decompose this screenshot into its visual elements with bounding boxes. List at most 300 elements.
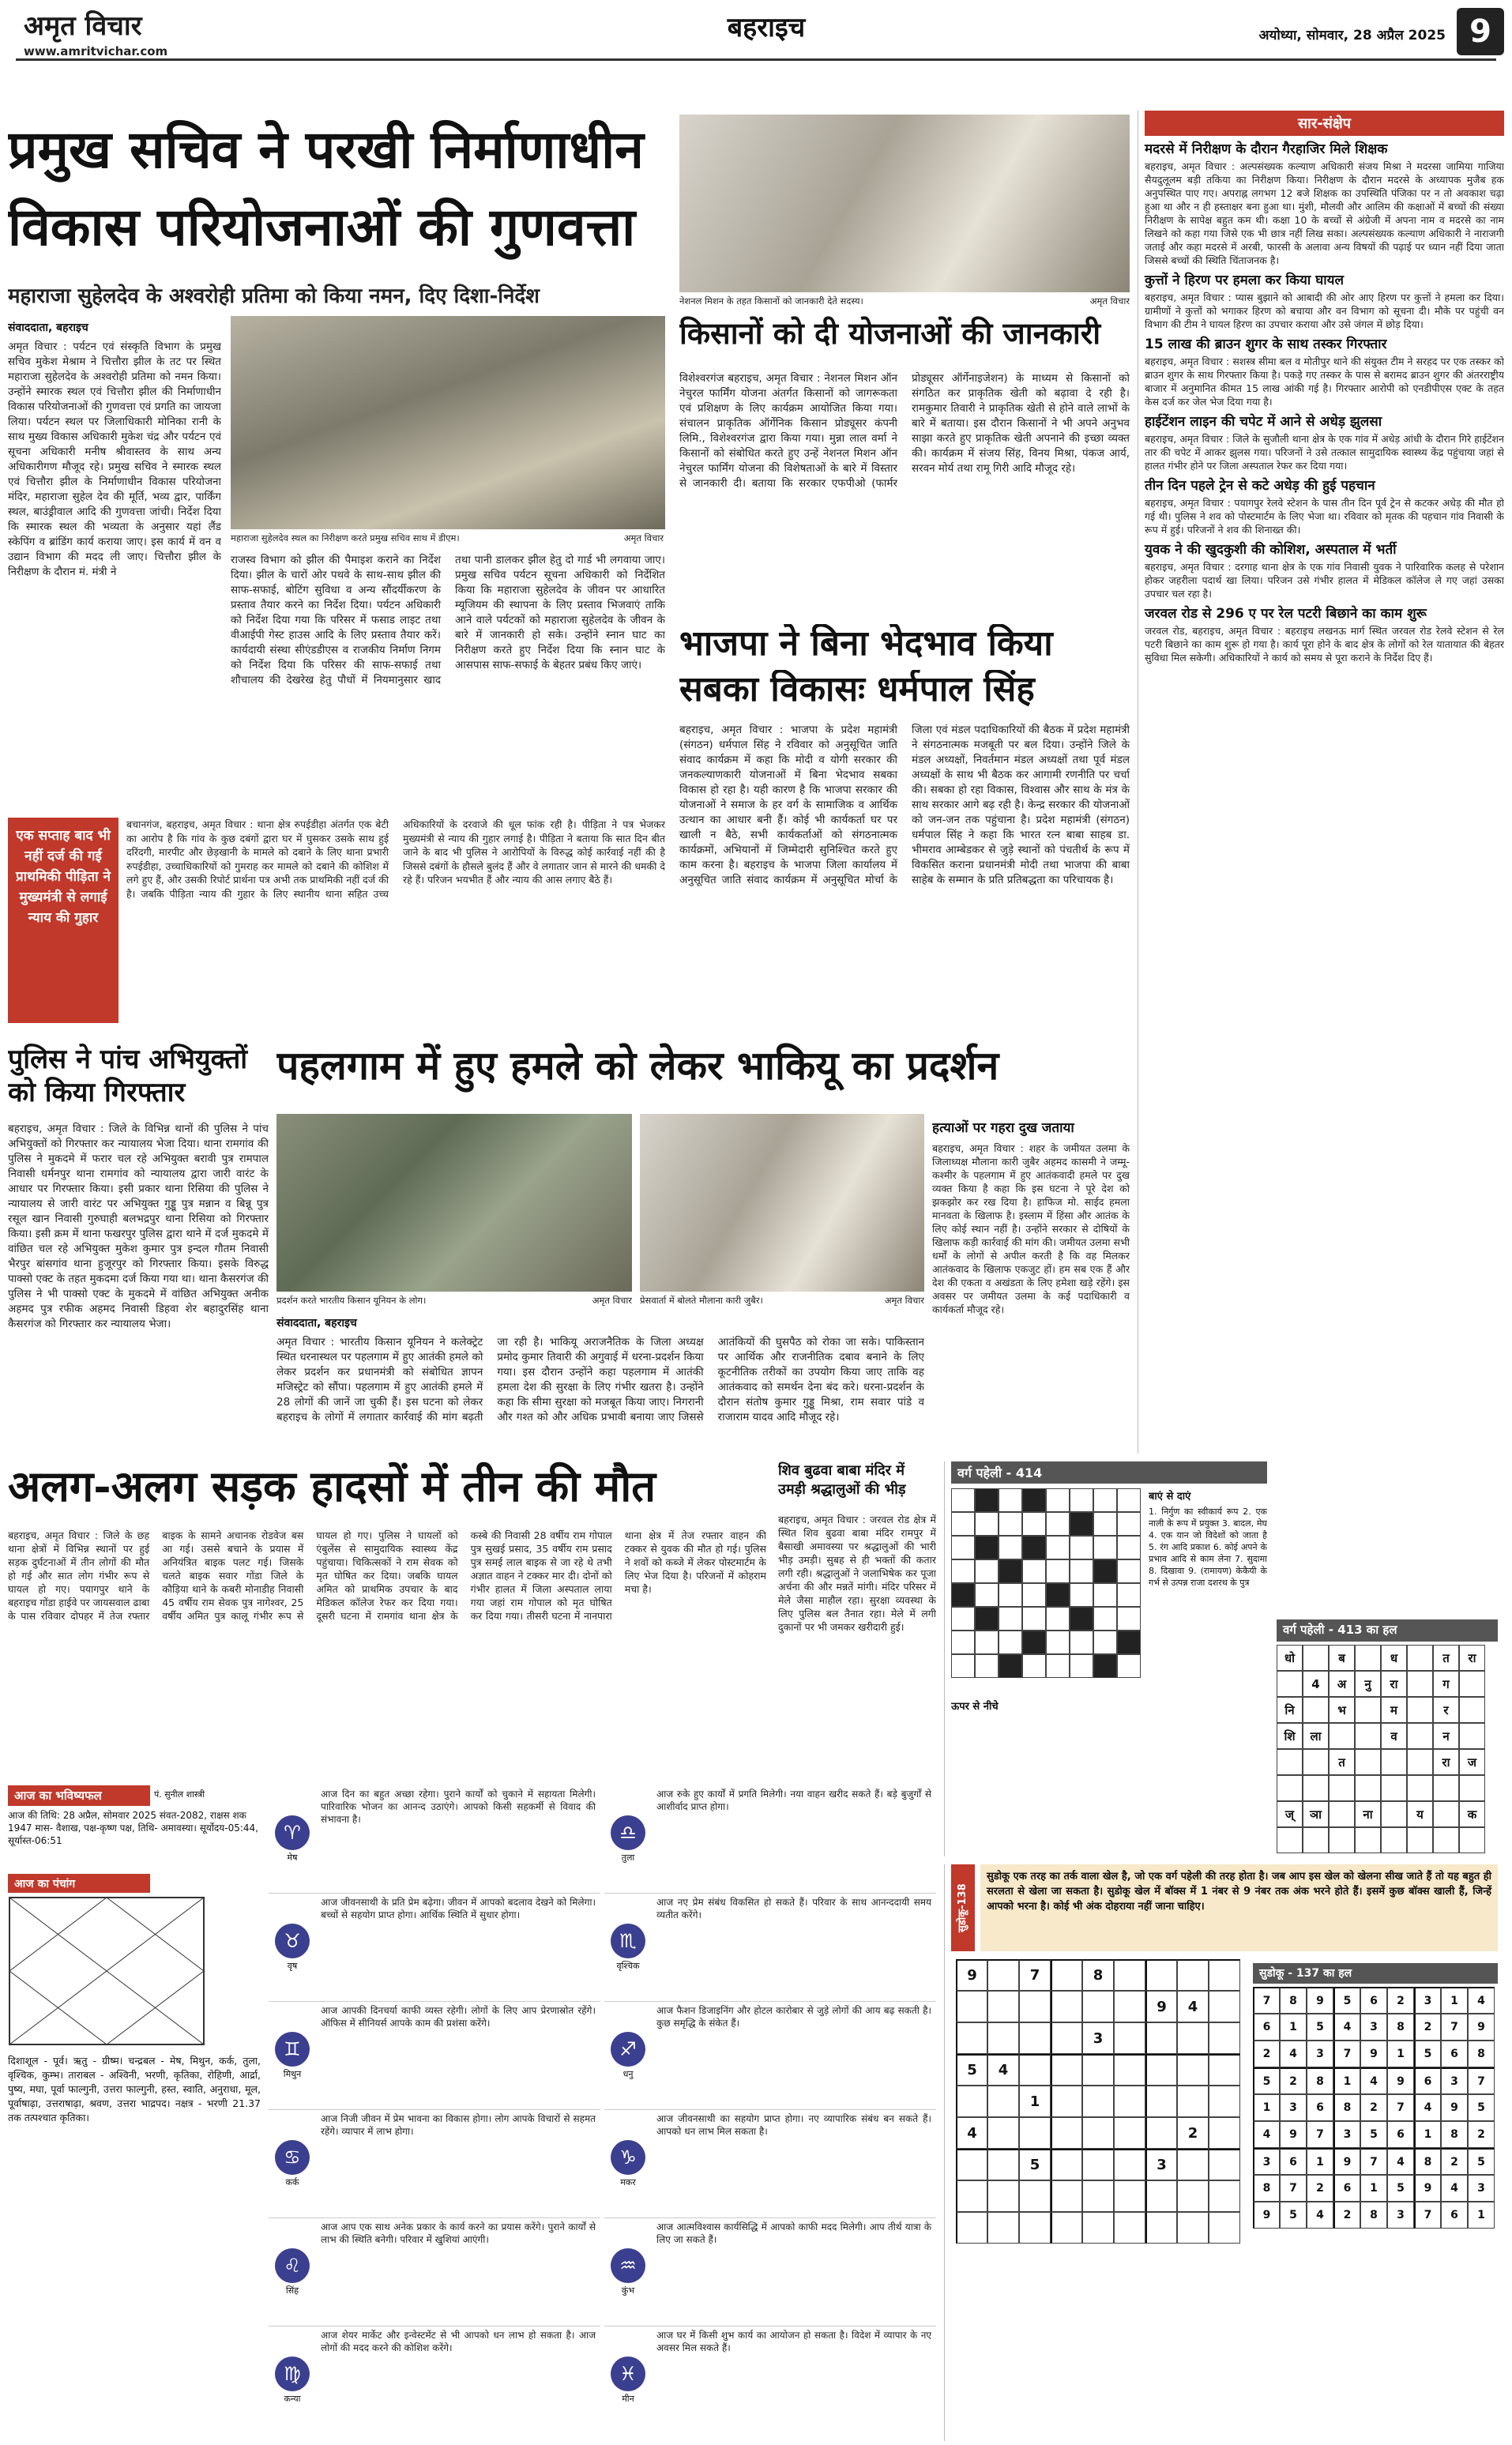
sudoku-cell[interactable]: 1 [1019, 2086, 1051, 2117]
zodiac-symbol-icon: ♋ [275, 2140, 310, 2175]
sudoku-header: सुडोकू-138 [951, 1864, 975, 1951]
crossword-answer-cell: ला [1303, 1723, 1329, 1749]
sudoku-answer-cell: 5 [1360, 2121, 1387, 2148]
zodiac-row [269, 1785, 600, 1894]
sudoku-cell[interactable] [1209, 1959, 1240, 1991]
sudoku-answer-cell: 9 [1280, 2121, 1307, 2148]
sudoku-cell[interactable] [956, 2022, 987, 2054]
crossword-answer-cell [1303, 1827, 1329, 1853]
sudoku-cell[interactable] [1177, 2180, 1209, 2212]
sudoku-cell[interactable] [1145, 2212, 1177, 2244]
sudoku-cell[interactable] [1209, 2149, 1240, 2180]
sudoku-answer-cell: 4 [1280, 2041, 1307, 2067]
sudoku-cell[interactable] [1209, 2054, 1240, 2086]
crossword-answer-cell [1329, 1775, 1355, 1801]
sudoku-cell[interactable] [1114, 1991, 1145, 2022]
sudoku-grid[interactable] [956, 1959, 1240, 2244]
crossword-answer-cell: न [1433, 1723, 1459, 1749]
sudoku-cell[interactable]: 4 [1177, 1991, 1209, 2022]
sudoku-answer-cell: 7 [1253, 1987, 1280, 2014]
crossword-cell[interactable] [975, 1559, 999, 1583]
zodiac-sign-icon [604, 1785, 652, 1893]
police-body: बहराइच, अमृत विचार : जिले के विभिन्न थानों की पुलिस ने पांच अभियुक्तों को गिरफ्तार कर न्यायालय भेजा दिया। थाना रामगांव की पुलिस ने मुकदमे में फरार चल रहे अभियुक्त बरावी पुत्र रामपाल निवासी धर्मनपुर थाना रामगांव को न्यायालय द्वारा जारी वारंट के आधार पर गिरफ्तार किया। इसी प्रकार थाना रिसिया की पुलिस ने न्यायालय से जारी वारंट पर अभियुक्त गुड्डू पुत्र मन्नान व बिन्नू पुत्र रसूल खान निवासी गुरुघाही बलभद्रपुर थाना रिसिया को गिरफ्तार किया। इसी क्रम में थाना फखरपुर पुलिस द्वारा थाने में दर्ज मुकदमे में वांछित चल रहे अभियुक्त मुकेश कुमार पुत्र इन्दल गौतम निवासी भैरपुर बांसगांव थाना हुजूरपुर को गिरफ्तार किया। इसके विरुद्ध पाक्सो एक्ट के तहत मुकदमा दर्ज किया गया था। थाना कैसरगंज की पुलिस ने भी पाक्सो एक्ट के मुकदमे में वांछित अभियुक्त अनीक अहमद पुत्र रफीक अहमद निवासी डिहवा शेर बहादुरसिंह थाना कैसरगंज को गिरफ्तार कर न्यायालय भेजा। [8, 1123, 269, 1330]
sudoku-cell[interactable] [1051, 2054, 1082, 2086]
crossword-answer-cell: य [1407, 1801, 1433, 1827]
zodiac-prediction: आज घर में किसी शुभ कार्य का आयोजन हो सकता है। विदेश में व्यापार के नए अवसर मिल सकते हैं। [656, 2330, 931, 2353]
sudoku-answer-header: सुडोकू - 137 का हल [1253, 1963, 1498, 1984]
sudoku-cell[interactable] [1209, 2212, 1240, 2244]
sudoku-answer-cell: 8 [1387, 2014, 1414, 2041]
crossword-answer-cell: रा [1381, 1671, 1407, 1697]
zodiac-sign-name: वृष [287, 1960, 298, 1971]
crossword-cell[interactable] [999, 1536, 1022, 1559]
zodiac-sign-name: कर्क [285, 2176, 299, 2187]
sudoku-answer-cell: 4 [1387, 2148, 1414, 2175]
crossword-cell [951, 1583, 975, 1607]
sudoku-answer-cell: 2 [1360, 2094, 1387, 2121]
crossword-cell[interactable] [999, 1512, 1022, 1536]
sudoku-cell[interactable] [1177, 2212, 1209, 2244]
crossword-cell[interactable] [951, 1559, 975, 1583]
sudoku-cell[interactable] [1114, 2086, 1145, 2117]
sudoku-cell[interactable]: 4 [987, 2054, 1019, 2086]
crossword-cell [1022, 1536, 1046, 1559]
crossword-cell[interactable] [975, 1583, 999, 1607]
sudoku-cell[interactable]: 8 [1082, 1959, 1114, 1991]
sudoku-answer-cell: 3 [1253, 2148, 1280, 2175]
sudoku-answer-cell: 2 [1414, 2014, 1441, 2041]
sudoku-answer-cell: 7 [1387, 2094, 1414, 2121]
sudoku-cell[interactable] [1051, 2212, 1082, 2244]
crossword-cell[interactable] [951, 1631, 975, 1654]
brand-url[interactable]: www.amritvichar.com [24, 44, 168, 58]
zodiac-sign-name: धनु [622, 2068, 634, 2079]
crossword-answer-cell: व [1381, 1723, 1407, 1749]
crossword-cell[interactable] [1046, 1654, 1070, 1678]
zodiac-sign-icon [269, 1785, 316, 1893]
zodiac-sign-icon [604, 2327, 652, 2433]
sudoku-cell[interactable] [987, 2212, 1019, 2244]
crossword-answer-cell [1355, 1749, 1381, 1775]
crossword-answer-cell [1433, 1801, 1459, 1827]
zodiac-symbol-icon: ♈ [275, 1815, 310, 1850]
zodiac-row [604, 2110, 936, 2218]
crossword-answer-cell: नु [1355, 1671, 1381, 1697]
crossword-answer-cell [1407, 1697, 1433, 1723]
crossword-answer-cell [1381, 1801, 1407, 1827]
sudoku-cell[interactable] [1082, 2054, 1114, 2086]
crossword-answer-cell [1407, 1723, 1433, 1749]
crossword-clues: 1. निर्गुण का स्वीकार्य रूप 2. एक नाली के रूप में प्रयुक्त 3. बादल, मेघ 4. एक यान जो विदेशों को जाता है 5. रंग आदि प्रकाश 6. कोई अपने के प्रभाव आदि से काम लेना 7. सुदामा 8. दिखावा 9. (रामायण) केकैयी के गर्भ से उत्पन्न राजा दशरथ के पुत्र [1149, 1506, 1267, 1588]
zodiac-sign-icon [269, 2110, 316, 2217]
dharmpal-headline-1: भाजपा ने बिना भेदभाव किया [679, 624, 1053, 664]
sudoku-cell[interactable]: 5 [956, 2054, 987, 2086]
sudoku-cell[interactable] [956, 2212, 987, 2244]
zodiac-prediction: आज रुके हुए कार्यों में प्रगति मिलेगी। नया वाहन खरीद सकते हैं। बड़े बुजुर्गों से आशीर्वाद प्राप्त होगा। [656, 1789, 931, 1812]
crossword-cell[interactable] [1022, 1607, 1046, 1631]
sudoku-cell[interactable] [1114, 2022, 1145, 2054]
sudoku-answer-cell: 1 [1360, 2175, 1387, 2202]
sudoku-cell[interactable] [1019, 2054, 1051, 2086]
crossword-cell[interactable] [1093, 1583, 1117, 1607]
crossword-answer-cell: धो [1277, 1645, 1303, 1671]
sudoku-cell[interactable] [987, 1959, 1019, 1991]
pahalgam-photo-2-caption: प्रेसवार्ता में बोलते मौलाना कारी जुबैर। [640, 1295, 763, 1306]
dateline: अयोध्या, सोमवार, 28 अप्रैल 2025 [1258, 28, 1446, 43]
sudoku-answer-cell: 2 [1333, 2202, 1360, 2229]
sudoku [944, 1864, 1504, 2441]
sudoku-cell[interactable] [1145, 2180, 1177, 2212]
sudoku-cell[interactable] [1019, 2180, 1051, 2212]
crossword-cell[interactable] [1117, 1559, 1141, 1583]
sidebar-item-title: मदरसे में निरीक्षण के दौरान गैरहाजिर मिले शिक्षक [1145, 141, 1388, 157]
crossword-cell[interactable] [1046, 1536, 1070, 1559]
sudoku-cell[interactable] [1082, 2086, 1114, 2117]
crossword-answer-cell [1277, 1775, 1303, 1801]
sudoku-cell[interactable] [1051, 2086, 1082, 2117]
sudoku-answer-cell: 4 [1468, 1987, 1495, 2014]
crossword-answer-cell: नि [1277, 1697, 1303, 1723]
sudoku-cell[interactable] [1209, 2180, 1240, 2212]
sudoku-cell[interactable] [1051, 2117, 1082, 2149]
crossword-cell[interactable] [975, 1654, 999, 1678]
sudoku-cell[interactable] [956, 1991, 987, 2022]
crossword-answer-cell [1303, 1775, 1329, 1801]
crossword-cell[interactable] [1093, 1536, 1117, 1559]
sudoku-cell[interactable] [1209, 2117, 1240, 2149]
sudoku-cell[interactable] [1209, 1991, 1240, 2022]
crossword-answer-cell [1277, 1749, 1303, 1775]
crossword-answer-cell [1355, 1697, 1381, 1723]
sudoku-answer-cell: 6 [1307, 2094, 1333, 2121]
crossword-cell[interactable] [1070, 1559, 1093, 1583]
sudoku-answer-cell: 5 [1468, 2094, 1495, 2121]
sudoku-answer-cell: 2 [1468, 2121, 1495, 2148]
sudoku-answer-cell: 8 [1333, 2094, 1360, 2121]
zodiac-prediction: आज दिन का बहुत अच्छा रहेगा। पुराने कार्यों को चुकाने में सहायता मिलेगी। पारिवारिक भोजन का आनन्द उठाएंगे। आपको किसी सहकर्मी से विवाद की संभावना है। [321, 1789, 596, 1825]
page-number: 9 [1457, 8, 1504, 55]
zodiac-sign-name: कन्या [284, 2393, 301, 2404]
sudoku-cell[interactable] [987, 2086, 1019, 2117]
sudoku-cell[interactable] [1051, 2180, 1082, 2212]
crossword-cell[interactable] [951, 1488, 975, 1512]
zodiac-prediction: आज निजी जीवन में प्रेम भावना का विकास होगा। लोग आपके विचारों से सहमत रहेंगे। व्यापार में लाभ होगा। [321, 2113, 596, 2137]
sudoku-cell[interactable] [956, 2180, 987, 2212]
sidebar-item-title: जरवल रोड से 296 ए पर रेल पटरी बिछाने का काम शुरू [1145, 606, 1427, 622]
crossword-cell[interactable] [1117, 1488, 1141, 1512]
sudoku-cell[interactable] [987, 2117, 1019, 2149]
sudoku-cell[interactable]: 5 [1019, 2149, 1051, 2180]
zodiac-sign-name: मिथुन [283, 2068, 302, 2079]
crossword-answer-cell: ग [1433, 1671, 1459, 1697]
boxed-story-body: बचानगंज, बहराइच, अमृत विचार : थाना क्षेत्र रुपईडीहा अंतर्गत एक बेटी का आरोप है कि गांव के कुछ दबंगों द्वारा घर में घुसकर उसके साथ हुई दरिंदगी, मारपीट और छेड़खानी के मामले को दबाने के लिए थाना प्रभारी रुपईडीहा, उच्चाधिकारियों को गुमराह कर मामले को दबाने की कोशिश में लगे हुए हैं, और उसकी रिपोर्ट प्रार्थना पत्र अभी तक प्राथमिकी नहीं दर्ज की है। जबकि पीड़िता न्याय की गुहार के लिए स्थानीय थाना सहित उच्च अधिकारियों के दरवाजे की धूल फांक रही है। पीड़िता ने पत्र भेजकर मुख्यमंत्री से न्याय की गुहार लगाई है। पीड़िता ने बताया कि सात दिन बीत जाने के बाद भी पुलिस ने आरोपियों के विरुद्ध कोई कार्रवाई नहीं की है जिससे दबंगों के हौसले बुलंद हैं और वे लगातार जान से मारने की धमकी दे रहे हैं। परिजन भयभीत हैं और न्याय की आस लगाए बैठे हैं। [126, 818, 665, 900]
crossword-answer-cell: क [1459, 1801, 1485, 1827]
crossword-header: वर्ग पहेली - 414 [951, 1461, 1267, 1484]
zodiac-row [604, 1785, 936, 1894]
sudoku-answer-cell: 9 [1253, 2202, 1280, 2229]
crossword-grid[interactable] [951, 1488, 1141, 1694]
crossword-cell [975, 1607, 999, 1631]
zodiac-sign-name: मीन [622, 2393, 634, 2404]
sudoku-cell[interactable]: 2 [1177, 2117, 1209, 2149]
sudoku-cell[interactable] [1082, 2212, 1114, 2244]
zodiac-symbol-icon: ♌ [275, 2248, 310, 2283]
zodiac-row [604, 2002, 936, 2110]
sidebar-item-body: बहराइच, अमृत विचार : अल्पसंख्यक कल्याण अधिकारी संजय मिश्रा ने मदरसा जामिया गाजिया सैयदुलूलम बड़ी तकिया का निरीक्षण किया। निरीक्षण के दौरान मदरसे के अध्यापक मुजैब हक अनुपस्थित पाए गए। अपराह्न लगभग 12 बजे शिक्षक का उपस्थिति पंजिका पर न तो अवकाश चढ़ा हुआ था और न ही हस्ताक्षर बना हुआ था। मुंशी, मौलवी और आलिम की कक्षाओं में बच्चों की संख्या निरीक्षण के सापेक्ष बहुत कम थी। कक्षा 10 के बच्चों से अंग्रेजी में अपना नाम व मदरसे का नाम लिखने को कहा गया जिसे एक भी छात्र नहीं लिख सका। अल्पसंख्यक कल्याण अधिकारी ने नाराजगी जताई और कहा मदरसे में अरबी, फारसी के अलावा अन्य विषयों की पढ़ाई पर ध्यान नहीं दिया जाता जिससे बच्चों की स्थिति चिंताजनक है। [1145, 160, 1504, 266]
crossword-cell[interactable] [951, 1512, 975, 1536]
sudoku-cell[interactable] [1177, 2086, 1209, 2117]
sudoku-cell[interactable] [1051, 1991, 1082, 2022]
sudoku-answer-cell: 8 [1468, 2041, 1495, 2067]
sidebar-header: सार-संक्षेप [1145, 111, 1504, 136]
sudoku-answer-cell: 3 [1307, 2041, 1333, 2067]
crossword-cell[interactable] [1046, 1559, 1070, 1583]
pahalgam-body: अमृत विचार : भारतीय किसान यूनियन ने कलेक्ट्रेट स्थित धरनास्थल पर पहलगाम में हुए आतंकी हमले को लेकर प्रदर्शन कर प्रधानमंत्री को संबोधित ज्ञापन मजिस्ट्रेट को सौंपा। पहलगाम में हुए आतंकी हमले में 28 लोगों की जानें जा चुकी हैं। इस घटना को लेकर बहराइच के लोगों में लगातार कार्रवाई की मांग बढ़ती जा रही है। भाकियू अराजनैतिक के जिला अध्यक्ष प्रमोद कुमार तिवारी की अगुवाई में धरना-प्रदर्शन किया गया। इस दौरान उन्होंने कहा पहलगाम में आतंकी हमला देश की सुरक्षा के लिए गंभीर खतरा है। उन्होंने कहा कि सीमा सुरक्षा को मजबूत किया जाए। निगरानी और गश्त को और अधिक प्रभावी बनाया जाए जिससे आतंकियों की घुसपैठ को रोका जा सके। पाकिस्तान पर आर्थिक और राजनीतिक दबाव बनाने के लिए कूटनीतिक तरीकों का उपयोग किया जाए ताकि वह आतंकवाद को समर्थन देना बंद करे। धरना-प्रदर्शन के दौरान संतोष कुमार गुड्डू मिश्रा, राम सवार पांडे व राजाराम यादव आदि मौजूद रहे। [276, 1336, 924, 1424]
crossword-cell [1046, 1583, 1070, 1607]
sudoku-cell[interactable] [987, 2022, 1019, 2054]
crossword-answer-cell: शि [1277, 1723, 1303, 1749]
crossword-answer-cell: ज [1459, 1749, 1485, 1775]
sudoku-answer-cell: 8 [1414, 2148, 1441, 2175]
zodiac-row [269, 2327, 600, 2433]
horoscope-header: आज का भविष्यफल [8, 1785, 150, 1806]
sudoku-answer-cell: 8 [1253, 2175, 1280, 2202]
crossword-cell[interactable] [1093, 1607, 1117, 1631]
crossword-answer-cell [1355, 1827, 1381, 1853]
crossword-cell[interactable] [999, 1607, 1022, 1631]
crossword-cell[interactable] [951, 1536, 975, 1559]
sudoku-answer-cell: 9 [1441, 2094, 1468, 2121]
sudoku-answer-cell: 5 [1468, 2148, 1495, 2175]
sudoku-cell[interactable] [1114, 2212, 1145, 2244]
crossword-cell[interactable] [1117, 1583, 1141, 1607]
zodiac-symbol-icon: ♑ [611, 2140, 645, 2175]
crossword-cell[interactable] [975, 1631, 999, 1654]
crossword-down-title: ऊपर से नीचे [951, 1701, 999, 1713]
sudoku-cell[interactable] [987, 2180, 1019, 2212]
zodiac-sign-icon [269, 2327, 316, 2433]
crossword-answer-cell [1303, 1749, 1329, 1775]
crossword-answer-cell [1459, 1697, 1485, 1723]
crossword-answer-cell [1433, 1827, 1459, 1853]
zodiac-row [269, 1894, 600, 2002]
zodiac-row [604, 1894, 936, 2002]
sidebar-item-body: बहराइच, अमृत विचार : सशस्त्र सीमा बल व मोतीपुर थाने की संयुक्त टीम ने सरहद पर एक तस्कर को ब्राउन शुगर के साथ गिरफ्तार किया है। पकड़े गए तस्कर के पास से बरामद ब्राउन शुगर की अंतरराष्ट्रीय बाजार में अनुमानित कीमत 15 लाख आंकी गई है। गिरफ्तार आरोपी को एनडीपीएस एक्ट के तहत केस दर्ज कर जेल भेज दिया गया है। [1145, 355, 1504, 408]
sudoku-cell[interactable] [1114, 2180, 1145, 2212]
sudoku-cell[interactable] [1051, 2149, 1082, 2180]
crossword-answer-cell [1303, 1697, 1329, 1723]
crossword-cell[interactable] [951, 1654, 975, 1678]
crossword-cell[interactable] [1070, 1654, 1093, 1678]
sudoku-cell[interactable] [1145, 2022, 1177, 2054]
sudoku-cell[interactable] [1145, 1959, 1177, 1991]
crossword-answer-cell: ज् [1277, 1801, 1303, 1827]
panchang-text: आज की तिथि: 28 अप्रैल, सोमवार 2025 संवत-2082, राक्षस शक 1947 मास- वैशाख, पक्ष-कृष्ण पक्ष, तिथि- अमावस्या। सूर्योदय-05:44, सूर्यास्त-06:51 [8, 1810, 258, 1846]
lagna-chart [8, 1896, 205, 2046]
crossword-answer-cell [1381, 1827, 1407, 1853]
sudoku-cell[interactable] [1051, 2022, 1082, 2054]
sudoku-cell[interactable] [956, 2086, 987, 2117]
zodiac-prediction: आज जीवनसाथी के प्रति प्रेम बढ़ेगा। जीवन में आपको बदलाव देखने को मिलेगा। बच्चों से सहयोग प्राप्त होगा। आर्थिक स्थिति में सुधार होगा। [321, 1897, 596, 1920]
zodiac-sign-name: कुंभ [621, 2285, 635, 2296]
sudoku-answer-cell: 6 [1333, 2175, 1360, 2202]
sudoku-answer-cell: 4 [1414, 2094, 1441, 2121]
section-name: बहराइच [727, 12, 806, 43]
sudoku-instructions: सुडोकू एक तरह का तर्क वाला खेल है, जो एक वर्ग पहेली की तरह होता है। जब आप इस खेल को खेलना सीख जाते हैं तो यह बहुत ही सरलता से खेला जा सकता है। सुडोकू खेल में बॉक्स में 1 नंबर से 9 नंबर तक अंक भरने होते हैं। इसमें कुछ बॉक्स खाली हैं, जिन्हें आपको भरना है। कोई भी अंक दोहराया नहीं जाना चाहिए। [980, 1864, 1498, 1951]
sudoku-answer-cell: 2 [1307, 2175, 1333, 2202]
crossword-answer-cell [1329, 1827, 1355, 1853]
police-headline: पुलिस ने पांच अभियुक्तों को किया गिरफ्तार [8, 1044, 248, 1108]
crossword-answer-cell [1277, 1827, 1303, 1853]
sudoku-cell[interactable] [1082, 1991, 1114, 2022]
crossword-cell[interactable] [1022, 1559, 1046, 1583]
crossword-cell[interactable] [1046, 1488, 1070, 1512]
sidebar [1138, 111, 1504, 1454]
sudoku-cell[interactable] [1209, 2086, 1240, 2117]
crossword-answer-header: वर्ग पहेली - 413 का हल [1277, 1619, 1498, 1642]
crossword-cell[interactable] [1022, 1583, 1046, 1607]
sudoku-answer-cell: 5 [1307, 2014, 1333, 2041]
sudoku-cell[interactable] [1019, 1991, 1051, 2022]
crossword-cell[interactable] [999, 1583, 1022, 1607]
sudoku-cell[interactable] [1019, 2117, 1051, 2149]
sudoku-cell[interactable] [1177, 2022, 1209, 2054]
zodiac-prediction: आज आपकी दिनचर्या काफी व्यस्त रहेगी। लोगों के लिए आप प्रेरणास्रोत रहेंगे। ऑफिस में सीनियर्स आपके काम की प्रशंसा करेंगे। [321, 2005, 596, 2029]
sudoku-cell[interactable] [987, 1991, 1019, 2022]
crossword-cell [1022, 1488, 1046, 1512]
crossword-cell[interactable] [1117, 1607, 1141, 1631]
sudoku-cell[interactable] [1019, 2212, 1051, 2244]
crossword-cell[interactable] [1117, 1654, 1141, 1678]
sudoku-cell[interactable]: 3 [1082, 2022, 1114, 2054]
lead-subhead: महाराजा सुहेलदेव के अश्वरोही प्रतिमा को किया नमन, दिए दिशा-निर्देश [8, 284, 540, 308]
crossword-cell[interactable] [1093, 1631, 1117, 1654]
sudoku-cell[interactable] [1209, 2022, 1240, 2054]
crossword-answer-cell: अ [1329, 1671, 1355, 1697]
sudoku-cell[interactable] [1019, 2022, 1051, 2054]
sudoku-cell[interactable]: 9 [1145, 1991, 1177, 2022]
crossword-cell[interactable] [1093, 1488, 1117, 1512]
crossword-cell[interactable] [1046, 1607, 1070, 1631]
sudoku-cell[interactable]: 3 [1145, 2149, 1177, 2180]
sudoku-answer-cell: 6 [1253, 2014, 1280, 2041]
crossword-answer-cell [1277, 1671, 1303, 1697]
shiv-headline: शिव बुढवा बाबा मंदिर में उमड़ी श्रद्धालुओं की भीड़ [778, 1462, 906, 1498]
crossword-cell[interactable] [1093, 1512, 1117, 1536]
zodiac-prediction: आज आत्मविश्वास कार्यसिद्धि में आपको काफी मदद मिलेगी। आप तीर्थ यात्रा के लिए जा सकते हैं। [656, 2221, 931, 2245]
sudoku-cell[interactable] [1051, 1959, 1082, 1991]
sudoku-answer-cell: 2 [1253, 2041, 1280, 2067]
zodiac-col-1 [269, 1785, 600, 2433]
sudoku-cell[interactable]: 9 [956, 1959, 987, 1991]
sudoku-answer-cell: 1 [1280, 2014, 1307, 2041]
crossword-cell[interactable] [975, 1512, 999, 1536]
zodiac-sign-name: मेष [287, 1852, 298, 1863]
crossword-cell [975, 1488, 999, 1512]
zodiac-row [604, 2218, 936, 2327]
zodiac-row [269, 2110, 600, 2218]
crossword-cell[interactable] [999, 1488, 1022, 1512]
zodiac-sign-name: सिंह [285, 2285, 299, 2296]
sudoku-cell[interactable] [1145, 2054, 1177, 2086]
sudoku-cell[interactable] [1114, 2117, 1145, 2149]
shiv-body: बहराइच, अमृत विचार : जरवल रोड क्षेत्र में स्थित शिव बुढवा बाबा मंदिर रामपुर में बैसाखी अमावस्या पर श्रद्धालुओं की भारी भीड़ उमड़ी। सुबह से ही भक्तों की कतार लगी रही। श्रद्धालुओं ने जलाभिषेक कर पूजा अर्चना की और मन्नतें मांगी। मंदिर परिसर में मेले जैसा माहौल रहा। सुरक्षा व्यवस्था के लिए पुलिस बल तैनात रहा। मेले में लगी दुकानों पर भी जमकर खरीदारी हुई। [778, 1514, 936, 1633]
zodiac-prediction: आज आप एक साथ अनेक प्रकार के कार्य करने का प्रयास करेंगे। पुराने कार्यों से लाभ की स्थिति बनेगी। परिवार में खुशियां आएंगी। [321, 2221, 596, 2245]
sudoku-answer-cell: 1 [1387, 2041, 1414, 2067]
sudoku-cell[interactable] [987, 2149, 1019, 2180]
sudoku-answer-cell: 7 [1333, 2041, 1360, 2067]
crossword-answer-cell [1407, 1827, 1433, 1853]
sudoku-cell[interactable] [1177, 2149, 1209, 2180]
sudoku-cell[interactable] [1177, 2054, 1209, 2086]
lead-photo-caption: महाराजा सुहेलदेव स्थल का निरीक्षण करते प्रमुख सचिव साथ में डीएम। [231, 532, 460, 544]
sudoku-cell[interactable]: 7 [1019, 1959, 1051, 1991]
crossword-answer-cell [1433, 1775, 1459, 1801]
zodiac-prediction: आज जीवनसाथी का सहयोग प्राप्त होगा। नए व्यापारिक संबंध बन सकते हैं। आपको धन लाभ मिल सकता है। [656, 2113, 931, 2137]
sudoku-answer-cell: 2 [1280, 2067, 1307, 2094]
pahalgam-photo-2 [640, 1114, 924, 1292]
crossword-cell[interactable] [1046, 1512, 1070, 1536]
quote-box: एक सप्ताह बाद भी नहीं दर्ज की गई प्राथमिकी पीड़िता ने मुख्यमंत्री से लगाई न्याय की गुहार [8, 818, 118, 1023]
crossword-answer-cell: ना [1355, 1801, 1381, 1827]
crossword-cell[interactable] [1070, 1488, 1093, 1512]
crossword-cell[interactable] [1070, 1583, 1093, 1607]
crossword-cell[interactable] [1046, 1631, 1070, 1654]
sudoku-answer-cell: 6 [1360, 1987, 1387, 2014]
crossword-cell[interactable] [1022, 1512, 1046, 1536]
sudoku-answer-cell: 1 [1468, 2202, 1495, 2229]
sudoku-cell[interactable] [1082, 2117, 1114, 2149]
crossword-answer-cell [1407, 1775, 1433, 1801]
horoscope [8, 1785, 936, 2441]
sudoku-answer-cell: 7 [1307, 2121, 1333, 2148]
sudoku-answer-cell: 3 [1468, 2175, 1495, 2202]
sudoku-cell[interactable] [1082, 2149, 1114, 2180]
sudoku-cell[interactable]: 4 [956, 2117, 987, 2149]
sudoku-answer-cell: 8 [1441, 2121, 1468, 2148]
crossword-cell[interactable] [951, 1607, 975, 1631]
sudoku-cell[interactable] [1145, 2117, 1177, 2149]
sudoku-answer-cell: 3 [1280, 2094, 1307, 2121]
sudoku-cell[interactable] [1145, 2086, 1177, 2117]
sudoku-cell[interactable] [1177, 1959, 1209, 1991]
pahalgam-photo-1 [276, 1114, 632, 1292]
zodiac-prediction: आज फैशन डिजाइनिंग और होटल कारोबार से जुड़े लोगों की आय बढ़ सकती है। कुछ समृद्धि के संकेत हैं। [656, 2005, 931, 2029]
crossword-cell[interactable] [1022, 1654, 1046, 1678]
crossword-cell[interactable] [1070, 1631, 1093, 1654]
crossword-cell[interactable] [999, 1631, 1022, 1654]
zodiac-symbol-icon: ♎ [611, 1815, 645, 1850]
crossword-cell[interactable] [1117, 1512, 1141, 1536]
hatya-body: बहराइच, अमृत विचार : शहर के जमीयत उलमा के जिलाध्यक्ष मौलाना कारी जुबैर अहमद कासमी ने जम्मू-कश्मीर के पहलगाम में हुए आतंकवादी हमले पर दुख व्यक्त किया है कहा कि इस घटना ने पूरे देश को झकझोर कर रख दिया है। हाफिज मो. साईद हमला मानवता के खिलाफ है। इस्लाम में हिंसा और आतंक के लिए कोई स्थान नहीं है। उन्होंने सरकार से दोषियों के खिलाफ कड़ी कार्रवाई की मांग की। जमीयत उलमा सभी धर्मों के लोगों से अपील करती है कि वह मिलकर आतंकवाद के खिलाफ एकजुट हों। हम सब एक हैं और देश की एकता व अखंडता के लिए हमेशा खड़े रहेंगे। इस अवसर पर जमीयत उलमा के कई पदाधिकारी व कार्यकर्ता मौजूद रहे। [932, 1142, 1130, 1315]
sudoku-cell[interactable] [1114, 1959, 1145, 1991]
sudoku-answer-cell: 1 [1441, 1987, 1468, 2014]
sudoku-cell[interactable] [1114, 2149, 1145, 2180]
crossword-cell[interactable] [1117, 1536, 1141, 1559]
lead-body-left: अमृत विचार : पर्यटन एवं संस्कृति विभाग के प्रमुख सचिव मुकेश मेश्राम ने चित्तौरा झील के तट पर स्थित महाराजा सुहेलदेव के अश्वरोही प्रतिमा को नमन किया। उन्होंने स्मारक स्थल एवं चित्तौरा झील की निर्माणाधीन विकास परियोजनाओं की गुणवत्ता एवं प्रगति का जायजा लिया। पर्यटन स्थल पर जिलाधिकारी मोनिका रानी के साथ मुख्य विकास अधिकारी मुकेश चंद्र और पर्यटन एवं सूचना अधिकारी मनीष श्रीवास्तव के साथ अन्य अधिकारीगण मौजूद रहे। प्रमुख सचिव ने स्मारक स्थल एवं चित्तौरा झील के निर्माणाधीन विकास परियोजना मंदिर, महाराजा सुहेल देव की मूर्ति, भव्य द्वार, पार्किंग स्थल, बाउंड्रीवाल आदि की गुणवत्ता जांची। निर्देश दिया कि स्मारक स्थल की भव्यता के अनुसार यहां लैंड स्केपिंग व ब्रांडिंग कार्य कराया जाए। इस कार्य में वन व उद्यान विभाग की मदद ली जाए। चित्तौरा झील के निरीक्षण के दौरान मं. मंत्री ने [8, 340, 221, 578]
sudoku-cell[interactable] [1114, 2054, 1145, 2086]
sudoku-cell[interactable] [1082, 2180, 1114, 2212]
crossword-cell[interactable] [1070, 1536, 1093, 1559]
crossword-cell [999, 1559, 1022, 1583]
sudoku-cell[interactable] [956, 2149, 987, 2180]
zodiac-symbol-icon: ♍ [275, 2357, 310, 2391]
sudoku-answer-cell: 4 [1441, 2175, 1468, 2202]
sidebar-item-title: तीन दिन पहले ट्रेन से कटे अधेड़ की हुई पहचान [1145, 478, 1375, 494]
sudoku-answer-cell: 3 [1441, 2067, 1468, 2094]
kisan-body: विशेश्वरगंज बहराइच, अमृत विचार : नेशनल मिशन ऑन नेचुरल फार्मिंग योजना अंतर्गत किसानों को जागरूकता एवं प्रशिक्षण के लिए कार्यक्रम आयोजित किया गया। संचालन प्राकृतिक ऑर्गेनिक किसान प्रोड्यूसर कंपनी लिमि., विशेश्वरगंज द्वारा किया गया। मुन्ना लाल वर्मा ने किसानों को संबोधित करते हुए उन्हें नेशनल मिशन ऑन नेचुरल फार्मिंग योजना की विशेषताओं के बारे में विस्तार से जानकारी दी। बताया कि सरकार एफपीओ (फार्मर प्रोड्यूसर ऑर्गेनाइजेशन) के माध्यम से किसानों को संगठित कर प्राकृतिक खेती को बढ़ावा दे रही है। रामकुमार तिवारी ने प्राकृतिक खेती से होने वाले लाभों के बारे में बताया। इस दौरान किसानों ने भी अपने अनुभव साझा करते हुए प्राकृतिक खेती अपनाने की इच्छा व्यक्त की। कार्यक्रम में संजय सिंह, विनय मिश्रा, पंकज आर्य, सरवन मोर्य तथा रामू गिरी आदि मौजूद रहे। [679, 372, 1130, 490]
pahalgam-photo-1-credit: अमृत विचार [592, 1295, 632, 1306]
